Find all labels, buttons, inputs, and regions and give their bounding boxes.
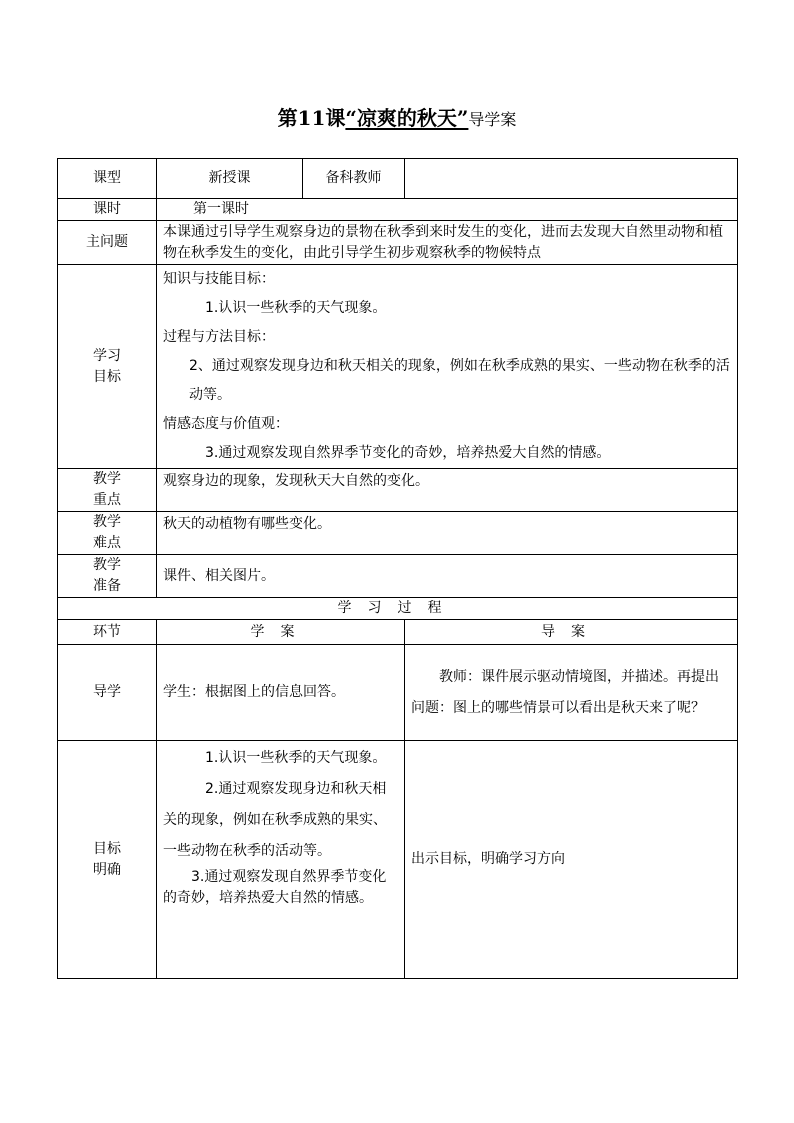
emotion-heading: 情感态度与价值观：: [163, 416, 289, 432]
title-suffix: 导学案: [468, 110, 517, 129]
difficulty-label-line2: 难点: [93, 535, 121, 551]
goals-label: [58, 265, 157, 469]
stage-goal-line1: 目标: [93, 840, 121, 857]
row-process-title: [58, 598, 738, 620]
goals-content: [157, 265, 738, 469]
study-goal-item1: 1.认识一些秋季的天气现象。: [205, 750, 387, 766]
row-main-question: [58, 221, 738, 265]
difficulty-value: 秋天的动植物有哪些变化。: [157, 512, 738, 555]
row-preparation: [58, 555, 738, 598]
key-label: [58, 469, 157, 512]
row-goal-clarify: [58, 741, 738, 979]
goals-label-line2: 目标: [93, 368, 121, 385]
process-heading: 过程与方法目标：: [163, 329, 275, 345]
row-period: [58, 199, 738, 221]
prep-value: 课件、相关图片。: [157, 555, 738, 598]
key-label-line2: 重点: [93, 492, 121, 508]
study-guided: 学生：根据图上的信息回答。: [157, 645, 405, 741]
row-difficulties: [58, 512, 738, 555]
title-quoted: “凉爽的秋天”: [345, 106, 469, 130]
title-prefix: 第11课: [277, 106, 346, 130]
difficulty-label: [58, 512, 157, 555]
prep-label: [58, 555, 157, 598]
lesson-plan-table: [57, 158, 738, 979]
period-value: 第一课时: [157, 199, 738, 221]
row-guided-study: [58, 645, 738, 741]
knowledge-item: 1.认识一些秋季的天气现象。: [205, 300, 387, 316]
type-label: 课型: [58, 159, 157, 199]
difficulty-label-line1: 教学: [93, 514, 121, 530]
prep-label-line1: 教学: [93, 557, 121, 573]
study-goal-item3: 3.通过观察发现自然界季节变化的奇妙，培养热爱大自然的情感。: [163, 869, 387, 906]
key-label-line1: 教学: [93, 471, 121, 487]
header-study: 学案: [157, 620, 405, 645]
goals-label-line1: 学习: [93, 347, 121, 364]
type-value: 新授课: [157, 159, 303, 199]
topic-value: 本课通过引导学生观察身边的景物在秋季到来时发生的变化，进而去发现大自然里动物和植物在秋季发生的变化，由此引导学生初步观察秋季的物候特点: [157, 221, 738, 265]
stage-goal-line2: 明确: [93, 861, 121, 878]
stage-guided: 导学: [58, 645, 157, 741]
row-key-points: [58, 469, 738, 512]
header-stage: 环节: [58, 620, 157, 645]
guide-goal: 出示目标，明确学习方向: [405, 741, 738, 979]
document-title: [0, 105, 794, 133]
prep-label-line2: 准备: [93, 578, 121, 594]
knowledge-heading: 知识与技能目标：: [163, 271, 275, 287]
process-section-title: 学习过程: [58, 598, 738, 620]
row-process-header: [58, 620, 738, 645]
header-guide: 导案: [405, 620, 738, 645]
emotion-item: 3.通过观察发现自然界季节变化的奇妙，培养热爱大自然的情感。: [205, 445, 611, 461]
period-label: 课时: [58, 199, 157, 221]
row-goals: [58, 265, 738, 469]
guide-guided-text: 教师：课件展示驱动情境图，并描述。再提出问题：图上的哪些情景可以看出是秋天来了呢？: [411, 668, 719, 716]
topic-label: 主问题: [58, 221, 157, 265]
teacher-label: 备科教师: [303, 159, 405, 199]
guide-guided: [405, 645, 738, 741]
study-goal-item2: 2.通过观察发现身边和秋天相关的现象，例如在秋季成熟的果实、一些动物在秋季的活动等。: [163, 781, 387, 859]
stage-goal: [58, 741, 157, 979]
row-lesson-type: [58, 159, 738, 199]
teacher-value: [405, 159, 738, 199]
process-item: 2、通过观察发现身边和秋天相关的现象，例如在秋季成熟的果实、一些动物在秋季的活动等。: [189, 358, 730, 403]
study-goal: [157, 741, 405, 979]
key-value: 观察身边的现象，发现秋天大自然的变化。: [157, 469, 738, 512]
